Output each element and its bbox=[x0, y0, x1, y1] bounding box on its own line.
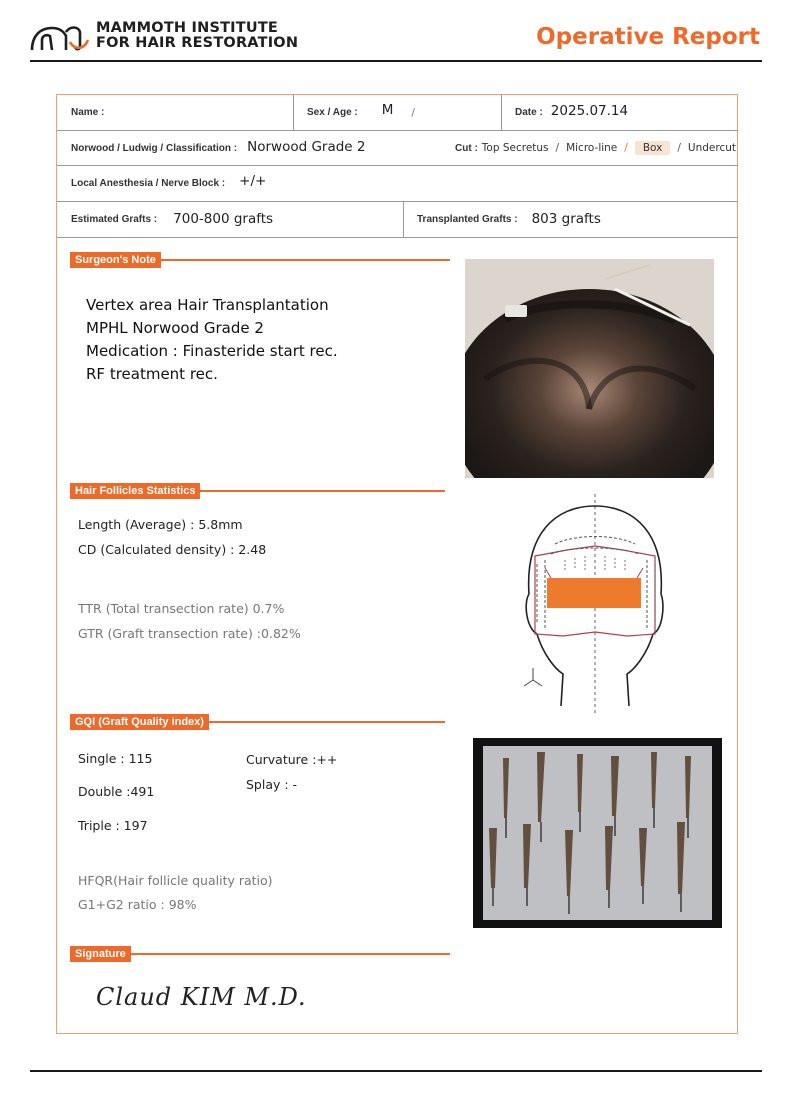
gqi-heading bbox=[70, 714, 445, 730]
graft-transection-rate: GTR (Graft transection rate) :0.82% bbox=[78, 626, 301, 641]
section-divider bbox=[200, 490, 445, 492]
anesthesia-label: Local Anesthesia / Nerve Block : bbox=[71, 178, 226, 189]
hfqr-label: HFQR(Hair follicle quality ratio) bbox=[78, 873, 273, 888]
transplanted-grafts-label: Transplanted Grafts : bbox=[417, 214, 518, 225]
donor-area-head-diagram bbox=[515, 494, 675, 714]
name-label: Name : bbox=[71, 107, 105, 118]
classification-label: Norwood / Ludwig / Classification : bbox=[71, 142, 238, 154]
cut-label: Cut : bbox=[455, 142, 478, 154]
single-grafts: Single : 115 bbox=[78, 751, 153, 766]
surgeons-note-tag: Surgeon's Note bbox=[70, 252, 161, 268]
grafts-photo bbox=[473, 738, 722, 928]
splay: Splay : - bbox=[246, 777, 298, 792]
header-rule bbox=[30, 60, 762, 62]
signature-tag: Signature bbox=[70, 946, 131, 962]
scalp-photo bbox=[465, 259, 714, 478]
cut-option-box-selected: Box bbox=[635, 141, 671, 155]
section-divider bbox=[209, 721, 445, 723]
date-label: Date : bbox=[515, 107, 543, 118]
institute-name-line2: FOR HAIR RESTORATION bbox=[96, 35, 299, 51]
curvature: Curvature :++ bbox=[246, 752, 338, 767]
note-line-3: Medication : Finasteride start rec. bbox=[86, 342, 338, 360]
institute-name bbox=[96, 21, 298, 51]
surgeon-signature: Claud KIM M.D. bbox=[96, 983, 307, 1011]
report-title: Operative Report bbox=[536, 24, 760, 50]
grafts-row bbox=[57, 202, 737, 238]
note-line-4: RF treatment rec. bbox=[86, 365, 218, 383]
estimated-grafts-label: Estimated Grafts : bbox=[71, 214, 158, 225]
date-value: 2025.07.14 bbox=[550, 103, 629, 119]
anesthesia-row bbox=[57, 166, 737, 202]
mammoth-logo-icon bbox=[30, 20, 90, 52]
section-divider bbox=[161, 259, 450, 261]
transplanted-grafts-value: 803 grafts bbox=[531, 210, 601, 227]
note-line-2: MPHL Norwood Grade 2 bbox=[86, 319, 264, 337]
follicle-stats-tag: Hair Follicles Statistics bbox=[70, 483, 200, 499]
double-grafts: Double :491 bbox=[78, 784, 155, 799]
length-average: Length (Average) : 5.8mm bbox=[78, 517, 243, 532]
triple-grafts: Triple : 197 bbox=[78, 818, 148, 833]
institute-name-line1: MAMMOTH INSTITUTE bbox=[96, 20, 279, 36]
anesthesia-value: +/+ bbox=[239, 173, 267, 189]
cut-option-top-secretus: Top Secretus bbox=[481, 142, 549, 154]
classification-value: Norwood Grade 2 bbox=[247, 138, 366, 155]
section-divider bbox=[131, 953, 450, 955]
age-separator: / bbox=[411, 106, 415, 119]
page-header bbox=[0, 0, 794, 62]
estimated-grafts-value: 700-800 grafts bbox=[173, 210, 274, 227]
hfqr-value: G1+G2 ratio : 98% bbox=[78, 897, 197, 912]
footer-rule bbox=[30, 1070, 762, 1072]
note-line-1: Vertex area Hair Transplantation bbox=[86, 296, 329, 314]
total-transection-rate: TTR (Total transection rate) 0.7% bbox=[78, 601, 285, 616]
gqi-tag: GQI (Graft Quality index) bbox=[70, 714, 209, 730]
cut-option-undercut: Undercut bbox=[687, 142, 737, 154]
patient-info-row bbox=[57, 95, 737, 131]
classification-row: Norwood / Ludwig / Classification : Norwood Grade 2 Cut : Top Secretus / Micro-line / Box / Undercut bbox=[57, 131, 737, 166]
calculated-density: CD (Calculated density) : 2.48 bbox=[78, 542, 267, 557]
sex-age-label: Sex / Age : bbox=[307, 107, 358, 118]
cut-option-micro-line: Micro-line bbox=[566, 142, 618, 154]
follicle-stats-heading bbox=[70, 483, 445, 499]
surgeons-note-text bbox=[86, 294, 338, 386]
signature-heading bbox=[70, 946, 450, 962]
sex-value: M bbox=[381, 101, 394, 118]
surgeons-note-heading bbox=[70, 252, 450, 268]
